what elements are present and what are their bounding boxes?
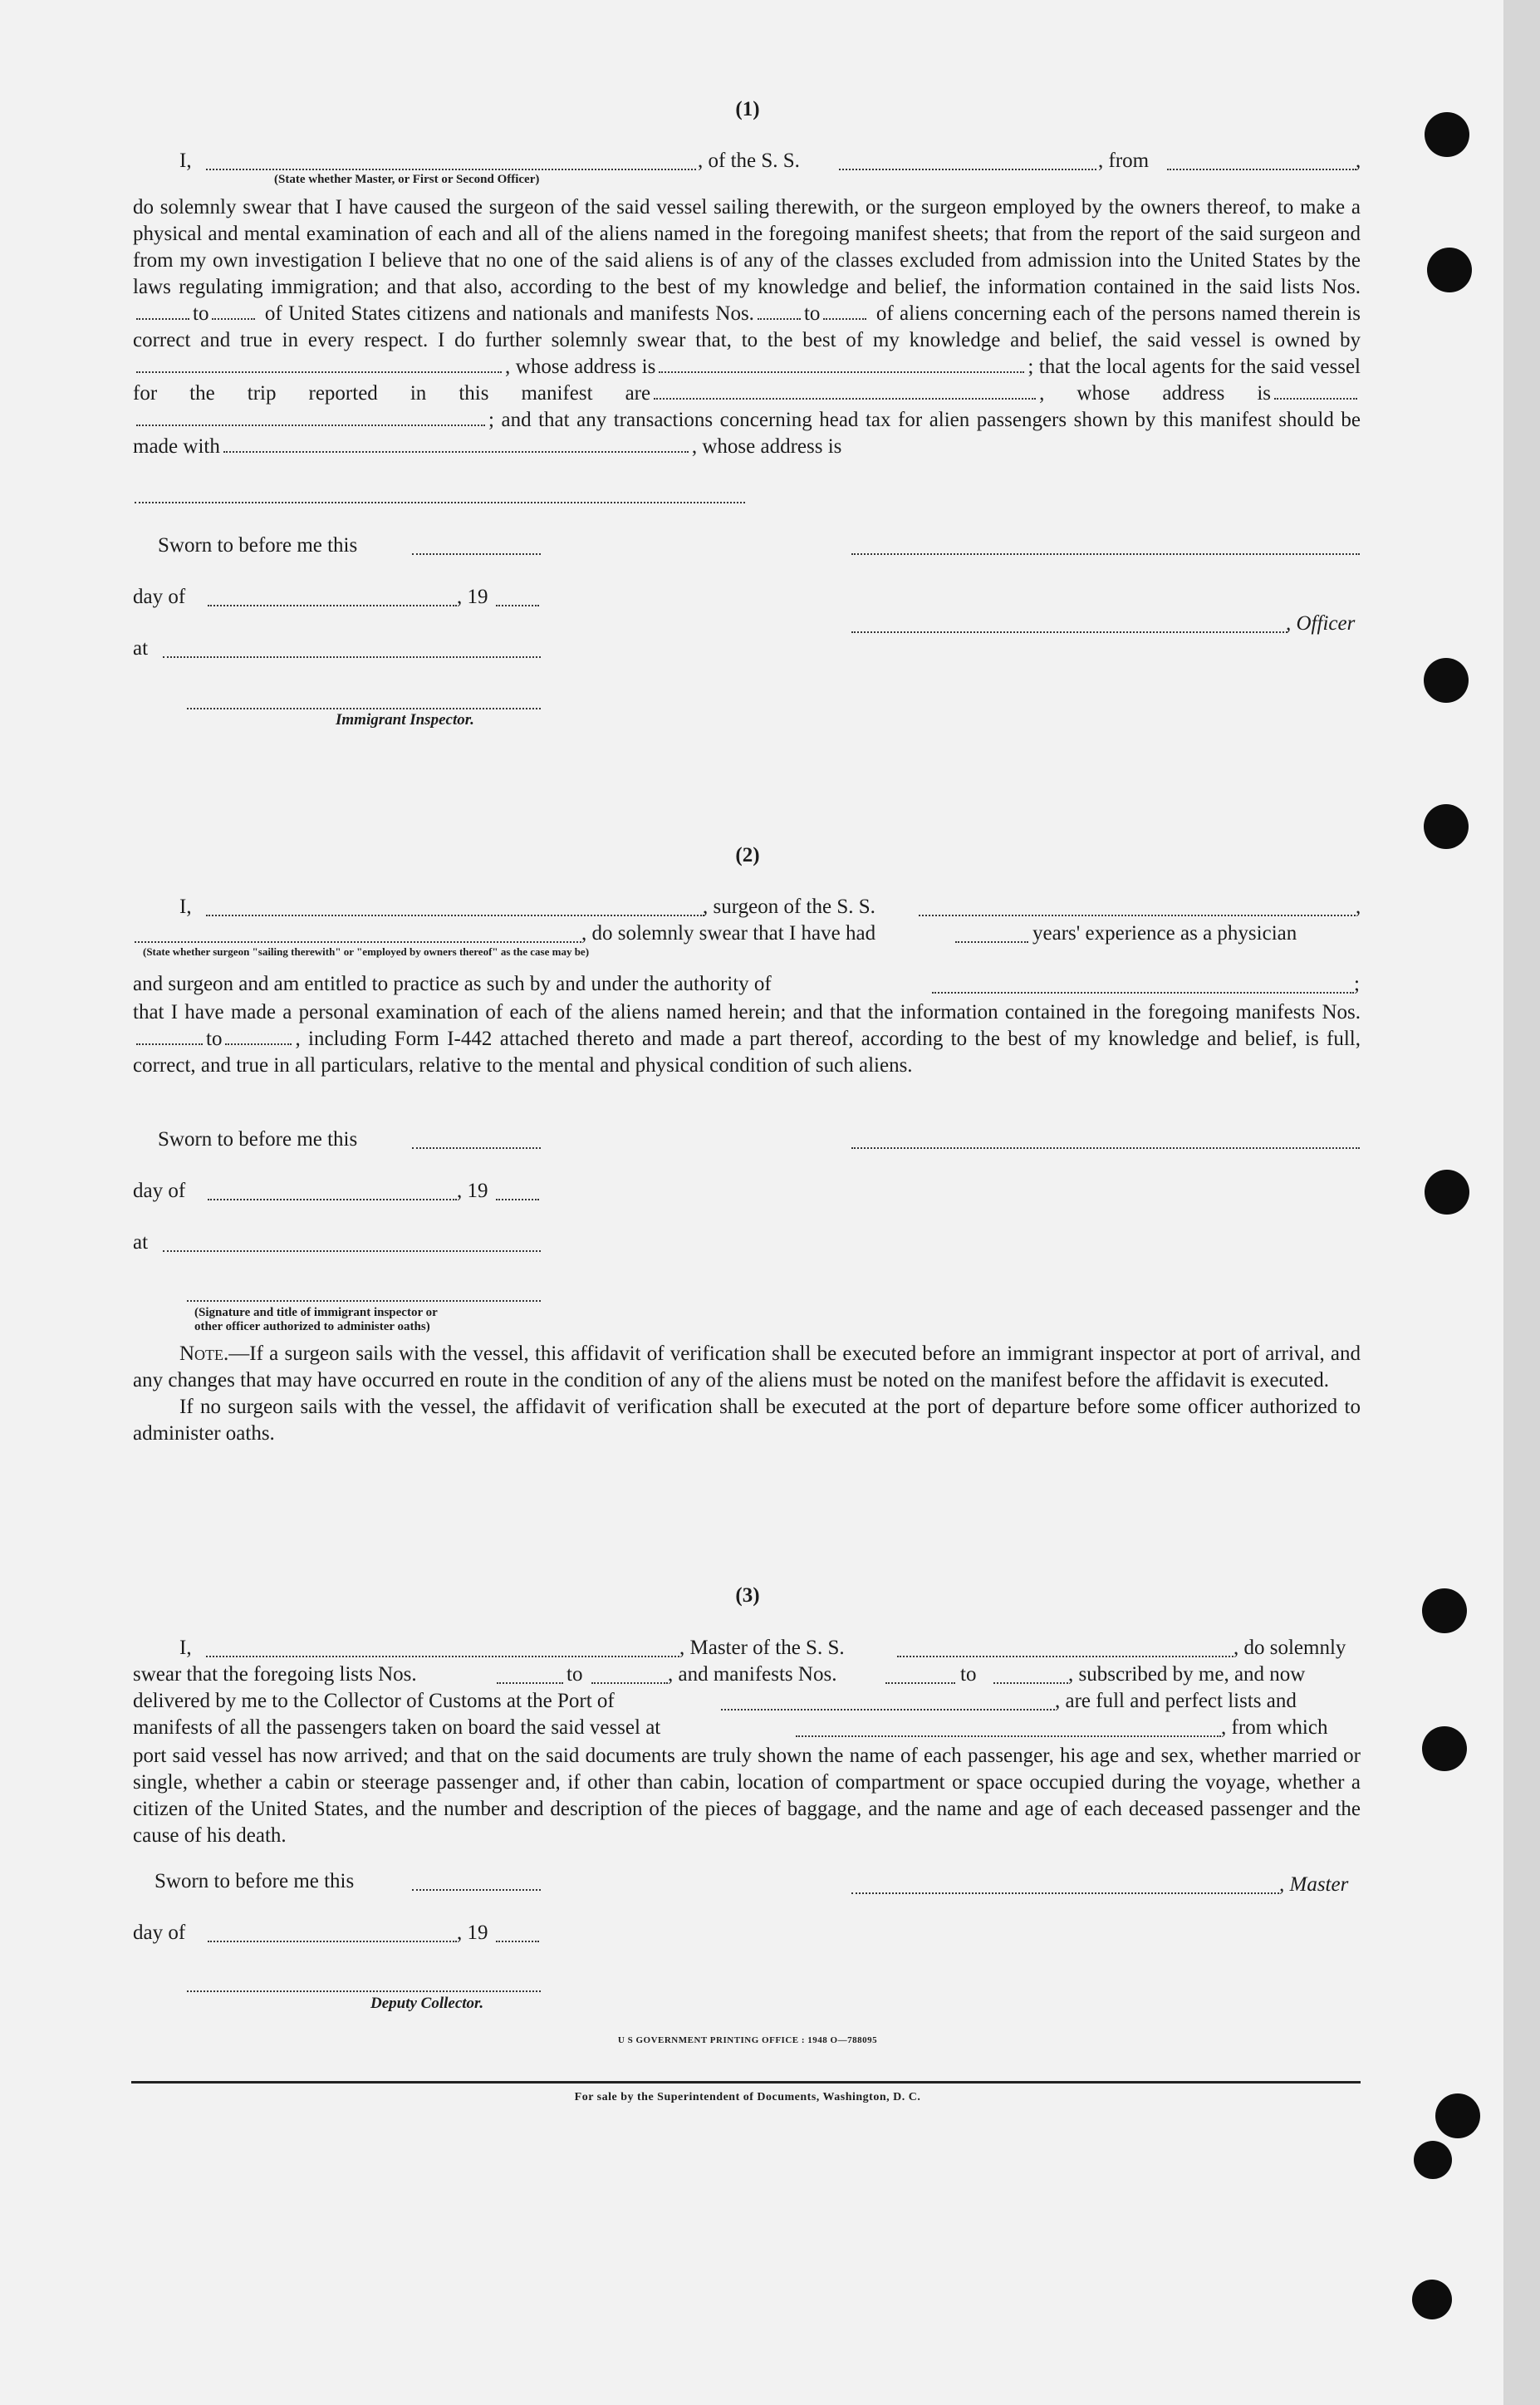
- s1-at-field[interactable]: [163, 656, 541, 658]
- s3-manifests-to-field[interactable]: [993, 1682, 1068, 1684]
- s3-deputy-label: Deputy Collector.: [370, 1995, 484, 2012]
- punch-hole: [1412, 2280, 1452, 2319]
- s2-oath-paragraph: [133, 999, 1361, 1079]
- s1-vessel-name-field[interactable]: [839, 169, 1096, 170]
- s1-whose-address: , whose address is: [505, 356, 656, 378]
- s2-at-field[interactable]: [163, 1250, 541, 1252]
- s2-manifests-from-field[interactable]: [136, 1043, 203, 1045]
- s2-i-label: I,: [179, 896, 192, 918]
- section-3-number: (3): [735, 1584, 760, 1607]
- s2-para: that I have made a personal examination of each of the aliens named herein; and that the information contained in the foregoing manifests Nos.: [133, 1001, 1361, 1023]
- s3-delivered: delivered by me to the Collector of Customs at the Port of: [133, 1690, 615, 1712]
- s2-year-field[interactable]: [496, 1199, 539, 1200]
- s3-to-1: to: [566, 1663, 583, 1686]
- punch-hole: [1422, 1726, 1467, 1771]
- s2-sworn-label: Sworn to before me this: [158, 1128, 358, 1151]
- section-1-number: (1): [735, 98, 760, 120]
- s1-sworn-label: Sworn to before me this: [158, 534, 358, 557]
- s2-note-label: Note.: [179, 1342, 229, 1365]
- punch-hole: [1414, 2141, 1452, 2179]
- s1-oath-paragraph: [133, 194, 1361, 460]
- s1-comma-2: ,: [1039, 382, 1045, 405]
- s1-officer-caption: (State whether Master, or First or Second Officer): [274, 173, 540, 186]
- s1-owner-field[interactable]: [136, 371, 502, 373]
- s2-day-of-field[interactable]: [208, 1199, 457, 1200]
- s3-lists-to-field[interactable]: [591, 1682, 668, 1684]
- s1-para-a: do solemnly swear that I have caused the surgeon of the said vessel sailing therewith, or the surgeon employed by the owners thereof, to make a physical and mental examination of each and all of the aliens named in the foregoing manifest sheets; that from the report of the said surgeon and from my own investigation I believe that no one of the said aliens is of any of the classes excluded from admission into the United States by the laws regulating immigration; and that also, according to the best of my knowledge and belief, the information contained in the said lists Nos.: [133, 196, 1361, 298]
- s1-comma: ,: [1356, 150, 1361, 172]
- s2-note: [133, 1341, 1361, 1447]
- s3-para: port said vessel has now arrived; and that on the said documents are truly shown the name of each passenger, his age and sex, whether married or single, whether a cabin or steerage passenger and, if other than cabin, location of compartment or space occupied during the voyage, whether a citizen of the United States, and the number and description of the pieces of baggage, and the name and age of each deceased passenger and the cause of his death.: [133, 1745, 1361, 1847]
- s2-nineteen: , 19: [457, 1180, 488, 1202]
- s2-signature-line[interactable]: [851, 1147, 1360, 1149]
- s3-master-signature-field[interactable]: [851, 1892, 1279, 1894]
- s1-nineteen: , 19: [457, 586, 488, 608]
- footer-rule: [131, 2081, 1361, 2084]
- s2-inspector-signature-field[interactable]: [187, 1300, 541, 1302]
- s2-semicolon: ;: [1354, 973, 1360, 995]
- s3-i-label: I,: [179, 1637, 192, 1659]
- s3-nineteen: , 19: [457, 1922, 488, 1944]
- s2-authority-field[interactable]: [932, 992, 1354, 994]
- s1-inspector-signature-field[interactable]: [187, 708, 541, 709]
- s1-year-field[interactable]: [496, 605, 539, 606]
- s1-head-tax: ; and that any transactions concerning head tax for alien passengers shown by this manifest should be made with: [133, 409, 1361, 458]
- s3-do-solemnly: , do solemnly: [1233, 1637, 1346, 1659]
- s2-day-of-label: day of: [133, 1180, 186, 1202]
- punch-hole: [1427, 248, 1472, 292]
- s1-from-field[interactable]: [1167, 169, 1356, 170]
- s3-sworn-field[interactable]: [412, 1889, 541, 1891]
- s1-agents-address-b-field[interactable]: [136, 425, 485, 426]
- page-edge: [1503, 0, 1540, 2405]
- s2-sig-caption-2: other officer authorized to administer oaths): [194, 1320, 430, 1333]
- s1-to-1: to: [193, 302, 209, 325]
- s1-of-ss-label: , of the S. S.: [698, 150, 800, 172]
- s2-do-solemnly: , do solemnly swear that I have had: [581, 922, 876, 945]
- s1-signature-line[interactable]: [851, 553, 1360, 555]
- s1-owner-address-field[interactable]: [659, 371, 1024, 373]
- punch-hole: [1424, 658, 1469, 703]
- s2-years-label: years' experience as a physician: [1032, 922, 1297, 945]
- s2-sig-caption-1: (Signature and title of immigrant inspector or: [194, 1306, 438, 1319]
- s1-head-tax-field[interactable]: [223, 451, 689, 453]
- s1-day-of-field[interactable]: [208, 605, 457, 606]
- punch-hole: [1424, 804, 1469, 849]
- s1-agents-field[interactable]: [654, 398, 1036, 400]
- s3-master-name-field[interactable]: [206, 1656, 679, 1657]
- s3-manifests-all: manifests of all the passengers taken on board the said vessel at: [133, 1716, 661, 1739]
- s2-surgeon-of-label: , surgeon of the S. S.: [703, 896, 875, 918]
- s1-para-b: of United States citizens and nationals and manifests Nos.: [264, 302, 754, 325]
- s2-including: , including Form I-442 attached thereto and made a part thereof, according to the best of my knowledge and belief, is full, correct, and true in all particulars, relative to the mental and physical condition of such aliens.: [133, 1028, 1361, 1077]
- s3-lists-from-field[interactable]: [497, 1682, 563, 1684]
- s3-oath-paragraph: [133, 1743, 1361, 1849]
- s1-inspector-label: Immigrant Inspector.: [336, 711, 474, 729]
- s1-officer-signature-field[interactable]: [851, 631, 1287, 633]
- s1-sworn-field[interactable]: [412, 553, 541, 555]
- punch-hole: [1425, 1170, 1469, 1215]
- s1-lists-from-field[interactable]: [136, 318, 189, 320]
- s2-at-label: at: [133, 1231, 149, 1254]
- s3-sworn-label: Sworn to before me this: [154, 1870, 355, 1892]
- s2-note-1: —If a surgeon sails with the vessel, this affidavit of verification shall be executed before an immigrant inspector at port of arrival, and any changes that may have occurred en route in the condition of any of the aliens must be noted on the manifest before the affidavit is executed.: [133, 1342, 1361, 1391]
- s2-years-field[interactable]: [955, 941, 1028, 943]
- s2-surgeon-caption: (State whether surgeon "sailing therewith" or "employed by owners thereof" as the case may be): [143, 945, 590, 958]
- s3-day-of-label: day of: [133, 1922, 186, 1944]
- s3-subscribed: , subscribed by me, and now: [1068, 1663, 1306, 1686]
- s2-manifests-to-field[interactable]: [225, 1043, 292, 1045]
- s2-surgeon-type-field[interactable]: [135, 941, 581, 943]
- s2-vessel-field[interactable]: [919, 915, 1356, 916]
- s1-para-c: of aliens concerning each of the persons named therein is correct and true in every respect. I do further solemnly swear that, to the best of my knowledge and belief, the said vessel is owned by: [133, 302, 1361, 351]
- sale-notice: For sale by the Superintendent of Documents, Washington, D. C.: [574, 2091, 921, 2103]
- s3-collector-signature-field[interactable]: [187, 1990, 541, 1992]
- s2-sworn-field[interactable]: [412, 1147, 541, 1149]
- s1-officer-name-field[interactable]: [206, 169, 696, 170]
- s1-to-2: to: [803, 302, 821, 325]
- s2-authority-label: and surgeon and am entitled to practice as such by and under the authority of: [133, 973, 772, 995]
- s1-agents-address-a-field[interactable]: [1274, 398, 1357, 400]
- s3-full-perfect: , are full and perfect lists and: [1055, 1690, 1297, 1712]
- s2-comma: ,: [1356, 896, 1361, 918]
- s2-note-2: If no surgeon sails with the vessel, the affidavit of verification shall be executed at the port of departure before some officer authorized to administer oaths.: [133, 1396, 1361, 1445]
- gpo-imprint: U S GOVERNMENT PRINTING OFFICE : 1948 O—788095: [617, 2035, 878, 2045]
- s1-from-label: , from: [1098, 150, 1150, 172]
- s3-vessel-field[interactable]: [897, 1656, 1233, 1657]
- s1-officer-label: , Officer: [1286, 612, 1356, 635]
- s3-swear-lists: swear that the foregoing lists Nos.: [133, 1663, 417, 1686]
- s1-lists-to-field[interactable]: [212, 318, 255, 320]
- section-2-number: (2): [735, 844, 760, 866]
- s3-port-field[interactable]: [721, 1709, 1055, 1710]
- s3-from-which: , from which: [1221, 1716, 1328, 1739]
- s3-master-label: , Master: [1279, 1873, 1349, 1896]
- s1-i-label: I,: [179, 150, 192, 172]
- s3-port-of-departure-field[interactable]: [796, 1735, 1221, 1737]
- s1-manifests-from-field[interactable]: [758, 318, 801, 320]
- s3-to-2: to: [960, 1663, 977, 1686]
- s1-whose-address-3: , whose address is: [691, 435, 842, 458]
- s1-semicolon: ;: [1027, 356, 1034, 378]
- s3-year-field[interactable]: [496, 1941, 539, 1942]
- s2-surgeon-name-field[interactable]: [206, 915, 704, 916]
- s1-local-agents: that the local agents for the said vessel for the trip reported in this manifest are: [133, 356, 1361, 405]
- s2-to: to: [206, 1028, 223, 1050]
- s3-day-of-field[interactable]: [208, 1941, 457, 1942]
- s1-head-tax-address-field[interactable]: [135, 502, 745, 503]
- s3-manifests-from-field[interactable]: [885, 1682, 955, 1684]
- s1-whose-address-2: whose address is: [1077, 382, 1272, 405]
- s3-master-of-label: , Master of the S. S.: [679, 1637, 845, 1659]
- s3-and-manifests: , and manifests Nos.: [668, 1663, 837, 1686]
- s1-at-label: at: [133, 637, 149, 660]
- s1-day-of-label: day of: [133, 586, 186, 608]
- s1-manifests-to-field[interactable]: [823, 318, 866, 320]
